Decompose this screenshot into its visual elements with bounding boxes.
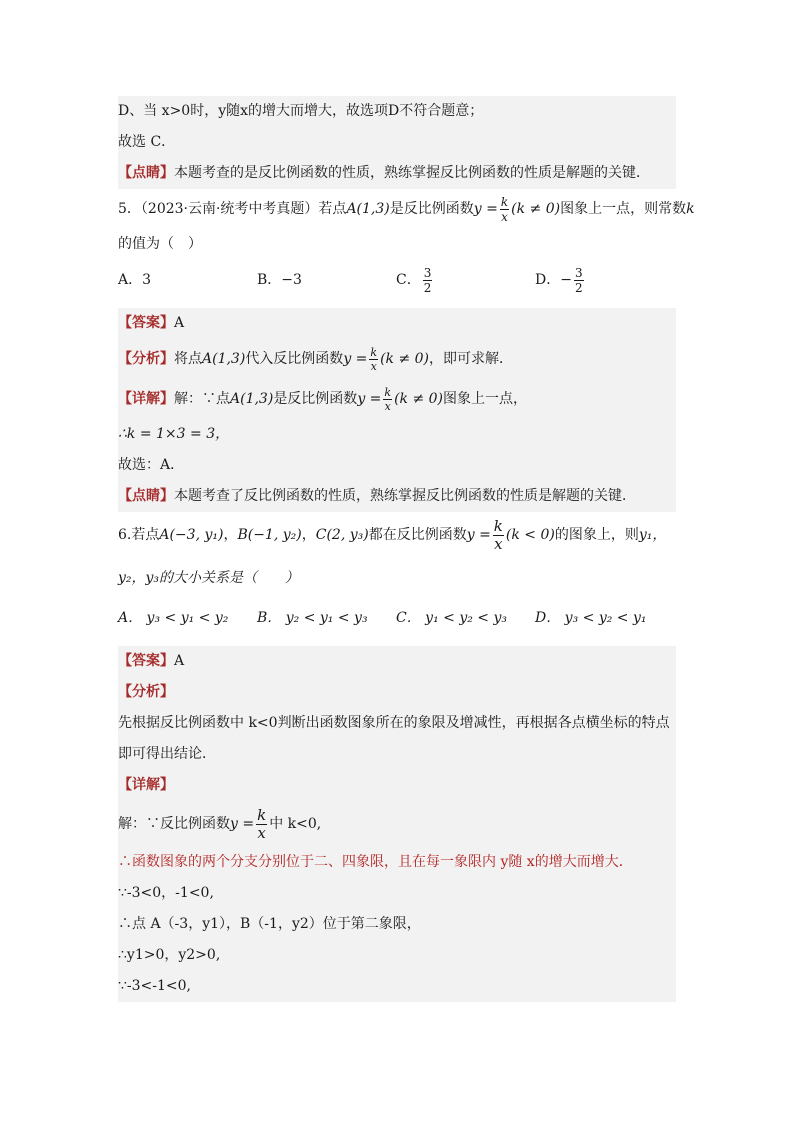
sep: ， [223,527,238,543]
xiangjie-tag: 【详解】 [118,391,174,407]
dianjing-line [118,158,676,189]
frac-den: x [494,534,503,553]
func-lhs: y = [473,201,498,217]
q6-stem-line1 [118,512,676,558]
text: 5．（2023·云南·统考中考真题）若点 [118,201,347,217]
func-lhs: y = [466,527,491,543]
label: C． [396,272,421,288]
text: ∵-3<-1<0, [118,978,192,994]
document-page [118,96,695,1002]
q6-option-c: C． y₁ < y₂ < y₃ [396,610,507,626]
text: 都在反比例函数 [368,527,467,543]
frac-num: k [257,805,267,824]
answer-value: A [174,653,185,669]
frac-num: k [493,516,503,535]
text: 是反比例函数 [389,201,474,217]
frac-num: 3 [423,265,432,280]
q6-option-d: D． y₃ < y₂ < y₁ [535,610,647,626]
point-a: A(1,3) [202,351,246,367]
q6-fenxi-line2 [118,739,676,770]
spacer [118,638,676,646]
frac-den: x [370,359,377,373]
fraction-k-over-x [500,196,509,223]
point-a: A(1,3) [230,391,274,407]
fenxi-tag: 【分析】 [118,351,174,367]
q5-calc-line [118,419,676,450]
text: D、当 x>0时，y随x的增大而增大，故选项D不符合题意； [118,103,484,119]
frac-den: 2 [423,280,432,295]
spacer [118,300,676,308]
text: 解：∵点 [174,391,230,407]
q5-dianjing-line [118,481,676,512]
frac-num: k [500,194,509,209]
point-a: A(1,3) [346,201,390,217]
text: 故选 C． [118,134,176,150]
q6-step2 [118,878,676,909]
q5-option-d [535,260,674,300]
var-k: k [686,201,695,217]
q6-answer-line [118,646,676,677]
text: 中 k<0, [269,816,322,832]
q5-option-b: B．−3 [257,272,302,288]
q6-options [118,598,676,638]
text: 的值为（ ） [118,236,202,252]
text: 6.若点 [118,527,160,543]
q6-step4 [118,940,676,971]
fraction-3-over-2 [574,267,584,294]
frac-den: x [384,399,391,413]
point-c: C(2, y₃) [315,527,369,543]
q5-stem-line1 [118,189,695,229]
func-cond: (k ≠ 0) [511,201,561,217]
func-lhs: y = [357,391,382,407]
dianjing-text: 本题考查的是反比例函数的性质，熟练掌握反比例函数的性质是解题的关键． [174,165,650,181]
text: ∴函数图象的两个分支分别位于二、四象限，且在每一象限内 y随 x的增大而增大． [118,854,633,870]
dianjing-tag: 【点睛】 [118,488,174,504]
text: 先根据反比例函数中 k<0判断出函数图象所在的象限及增减性，再根据各点横坐标的特点 [118,715,670,731]
sep: ， [301,527,316,543]
q5-stem-line2 [118,229,676,260]
q6-step3 [118,909,676,940]
label: D．− [535,272,572,288]
fraction-k-over-x [383,387,392,412]
xiangjie-tag: 【详解】 [118,777,174,793]
text: 将点 [174,351,202,367]
text: 是反比例函数 [273,391,358,407]
fraction-k-over-x [256,805,267,842]
q6-step1 [118,847,676,878]
choose-line [118,127,676,158]
dianjing-text: 本题考查了反比例函数的性质，熟练掌握反比例函数的性质是解题的关键． [174,488,636,504]
text: ∴y1>0，y2>0, [118,947,221,963]
fraction-k-over-x [369,347,378,372]
q5-options [118,260,676,300]
text: ，即可求解． [429,351,514,367]
q5-option-c [396,260,535,300]
var-y1: y₁， [638,527,667,543]
text: ∴点 A（-3，y1），B（-1，y2）位于第二象限， [118,916,421,932]
option-d-explanation [118,96,676,127]
q6-option-b: B． y₂ < y₁ < y₃ [257,610,368,626]
q6-stem-line2 [118,558,676,598]
calc: ∴k = 1×3 = 3， [118,426,230,442]
point-a: A(−3, y₁) [159,527,224,543]
q5-option-a: A．3 [118,272,152,288]
answer-tag: 【答案】 [118,653,174,669]
func-cond: (k ≠ 0) [394,391,444,407]
q5-xiangjie-line [118,379,676,419]
text: y₂，y₃的大小关系是（ ） [118,570,300,586]
dianjing-tag: 【点睛】 [118,165,174,181]
frac-num: k [384,385,392,399]
answer-tag: 【答案】 [118,315,174,331]
text: 的图象上，则 [554,527,639,543]
text: 解：∵反比例函数 [118,816,230,832]
fenxi-tag: 【分析】 [118,684,174,700]
q6-option-a: A． y₃ < y₁ < y₂ [118,610,229,626]
frac-num: 3 [574,265,583,280]
q6-step5 [118,971,676,1002]
frac-num: k [370,345,378,359]
func-cond: (k < 0) [505,527,555,543]
point-b: B(−1, y₂) [237,527,302,543]
fraction-3-over-2 [423,267,433,294]
q5-fenxi-line [118,339,676,379]
answer-value: A [174,315,185,331]
text: ∵-3<0，-1<0, [118,885,214,901]
func-lhs: y = [343,351,368,367]
frac-den: x [257,823,266,842]
text: 故选：A． [118,457,185,473]
text: 图象上一点， [443,391,528,407]
q5-choose-line [118,450,676,481]
func-cond: (k ≠ 0) [380,351,430,367]
frac-den: x [501,209,508,224]
fraction-k-over-x [493,516,504,553]
q6-fenxi-line1 [118,708,676,739]
func-lhs: y = [230,816,255,832]
q6-xiangjie-tag-line [118,770,676,801]
text: 图象上一点，则常数 [560,201,687,217]
q6-fenxi-tag-line [118,677,676,708]
text: 即可得出结论． [118,746,216,762]
q5-answer-line [118,308,676,339]
q6-xiangjie-line1 [118,801,676,847]
text: 代入反比例函数 [245,351,344,367]
frac-den: 2 [574,280,583,295]
